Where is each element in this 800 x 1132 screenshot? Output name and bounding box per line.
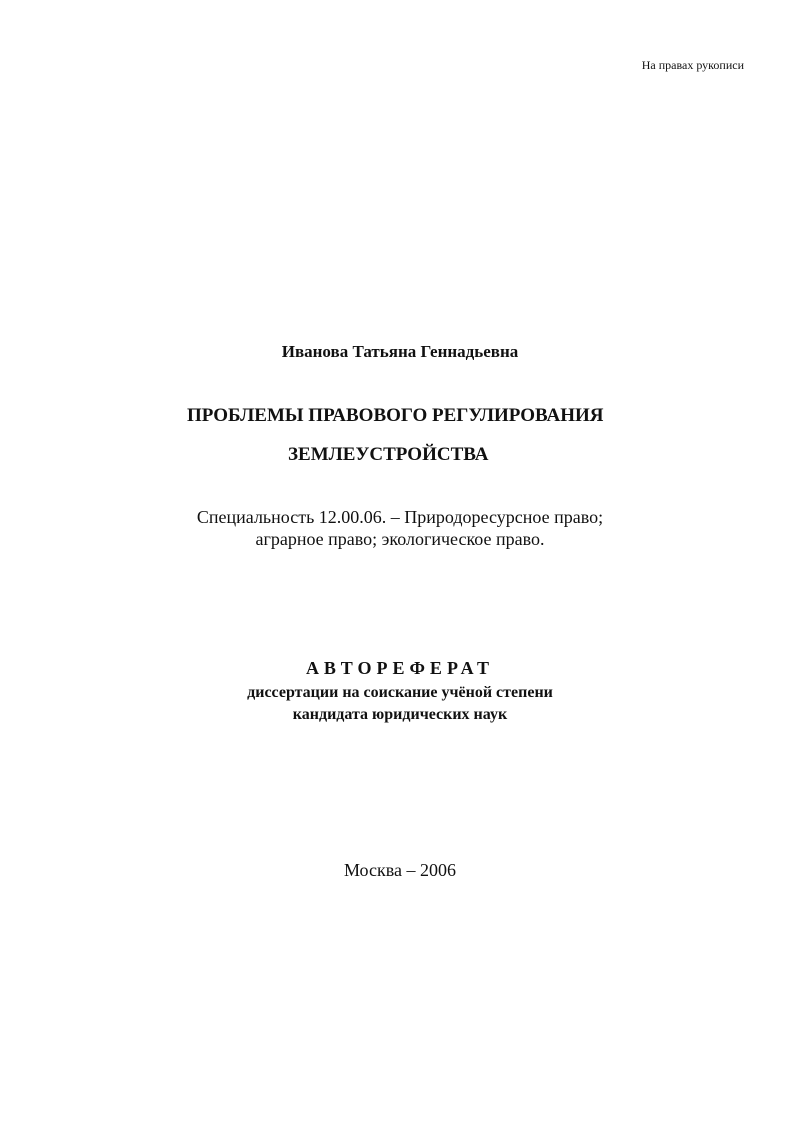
abstract-subtitle-line-1: диссертации на соискание учёной степени <box>247 684 553 701</box>
specialty-block <box>0 506 800 550</box>
specialty-line-1: Специальность 12.00.06. – Природоресурсное право; <box>196 507 604 527</box>
abstract-heading: АВТОРЕФЕРАТ <box>305 658 495 678</box>
specialty-line-2: аграрное право; экологическое право. <box>255 529 545 549</box>
author-name: Иванова Татьяна Геннадьевна <box>281 342 519 361</box>
dissertation-title-line-2: ЗЕМЛЕУСТРОЙСТВА <box>288 444 489 465</box>
abstract-subtitle-line-2: кандидата юридических наук <box>292 706 508 723</box>
manuscript-note: На правах рукописи <box>641 58 744 72</box>
abstract-subtitle <box>0 682 800 726</box>
place-and-year: Москва – 2006 <box>344 860 456 880</box>
dissertation-title-line-1: ПРОБЛЕМЫ ПРАВОВОГО РЕГУЛИРОВАНИЯ <box>187 405 604 426</box>
